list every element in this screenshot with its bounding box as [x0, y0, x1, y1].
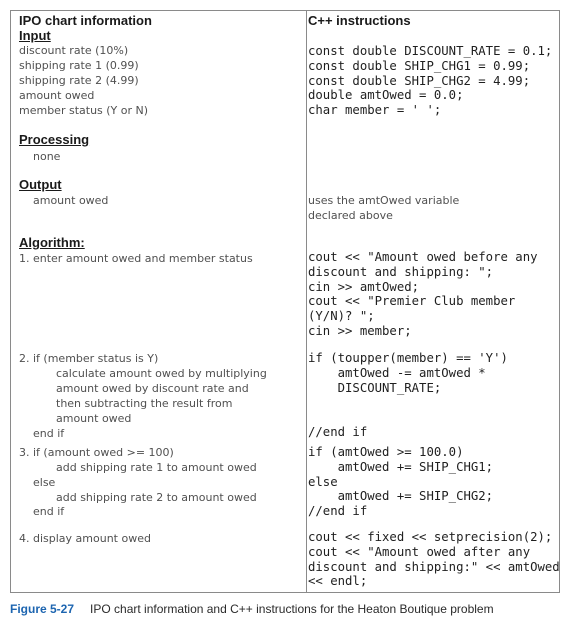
text-line: //end if: [308, 504, 368, 519]
figure-number: Figure 5-27: [10, 602, 75, 616]
step-4-code: [308, 530, 560, 589]
text-line: shipping rate 1 (0.99): [19, 59, 139, 72]
text-line: uses the amtOwed variable: [308, 194, 460, 207]
algorithm-step-3: [19, 445, 174, 460]
step-3-else: [33, 475, 55, 490]
input-items: [19, 43, 148, 118]
text-line: cin >> amtOwed;: [308, 279, 420, 294]
step-3-code: [308, 445, 493, 519]
output-section-title: Output: [19, 177, 62, 192]
text-line: 1. enter amount owed and member status: [19, 252, 253, 265]
text-line: cout << "Amount owed before any: [308, 250, 538, 264]
text-line: amount owed: [56, 412, 132, 425]
text-line: member status (Y or N): [19, 104, 149, 117]
text-line: discount and shipping: ";: [308, 264, 494, 279]
text-line: amount owed: [33, 194, 109, 207]
algorithm-step-4: [19, 531, 151, 546]
text-line: amtOwed += SHIP_CHG1;: [308, 459, 494, 474]
text-line: if (amtOwed >= 100.0): [308, 445, 464, 459]
figure-caption-text: IPO chart information and C++ instructions for the Heaton Boutique problem: [90, 602, 494, 616]
input-code: [308, 44, 552, 118]
text-line: add shipping rate 1 to amount owed: [56, 461, 257, 474]
text-line: DISCOUNT_RATE;: [308, 380, 442, 395]
text-line: const double SHIP_CHG2 = 4.99;: [308, 73, 531, 88]
text-line: 2. if (member status is Y): [19, 352, 159, 365]
text-line: if (toupper(member) == 'Y'): [308, 351, 508, 365]
processing-section-title: Processing: [19, 132, 90, 147]
figure-caption: [10, 602, 494, 616]
text-line: << endl;: [308, 574, 368, 589]
text-line: none: [33, 150, 61, 163]
step-3-substep-1: [56, 460, 257, 475]
text-line: 4. display amount owed: [19, 532, 151, 545]
text-line: cout << fixed << setprecision(2);: [308, 530, 553, 544]
step-2-end-if: [33, 426, 64, 441]
text-line: declared above: [308, 209, 393, 222]
text-line: amtOwed += SHIP_CHG2;: [308, 489, 494, 504]
step-2-code-end: [308, 425, 367, 440]
left-column-header: IPO chart information: [19, 13, 152, 28]
input-section-title: Input: [19, 28, 51, 43]
text-line: else: [33, 476, 56, 489]
step-2-code: [308, 351, 508, 395]
text-line: calculate amount owed by multiplying: [56, 367, 267, 380]
text-line: //end if: [308, 425, 368, 439]
text-line: else: [308, 474, 338, 489]
step-3-substep-2: [56, 490, 257, 505]
right-column-header: C++ instructions: [308, 13, 411, 28]
text-line: discount and shipping:" << amtOwed: [308, 559, 560, 574]
step-1-code: [308, 250, 538, 339]
text-line: cout << "Amount owed after any: [308, 544, 531, 559]
text-line: end if: [33, 505, 65, 518]
column-divider: [306, 11, 307, 592]
text-line: double amtOwed = 0.0;: [308, 88, 464, 103]
text-line: 3. if (amount owed >= 100): [19, 446, 174, 459]
text-line: shipping rate 2 (4.99): [19, 74, 139, 87]
text-line: amount owed by discount rate and: [56, 382, 249, 395]
algorithm-section-title: Algorithm:: [19, 235, 85, 250]
step-2-substeps: [56, 366, 267, 426]
algorithm-step-2: [19, 351, 158, 366]
text-line: const double SHIP_CHG1 = 0.99;: [308, 58, 531, 73]
text-line: amtOwed -= amtOwed *: [308, 365, 486, 380]
text-line: const double DISCOUNT_RATE = 0.1;: [308, 44, 553, 58]
text-line: end if: [33, 427, 65, 440]
text-line: cout << "Premier Club member: [308, 294, 516, 309]
output-note: [308, 193, 459, 223]
text-line: then subtracting the result from: [56, 397, 233, 410]
algorithm-step-1: [19, 251, 253, 266]
text-line: char member = ' ';: [308, 103, 442, 118]
text-line: amount owed: [19, 89, 95, 102]
step-3-end-if: [33, 504, 64, 519]
text-line: (Y/N)? ";: [308, 309, 375, 324]
text-line: discount rate (10%): [19, 44, 129, 57]
text-line: add shipping rate 2 to amount owed: [56, 491, 257, 504]
text-line: cin >> member;: [308, 323, 412, 338]
ipo-chart-table: [10, 10, 560, 593]
processing-items: [33, 149, 60, 164]
output-items: [33, 193, 108, 208]
